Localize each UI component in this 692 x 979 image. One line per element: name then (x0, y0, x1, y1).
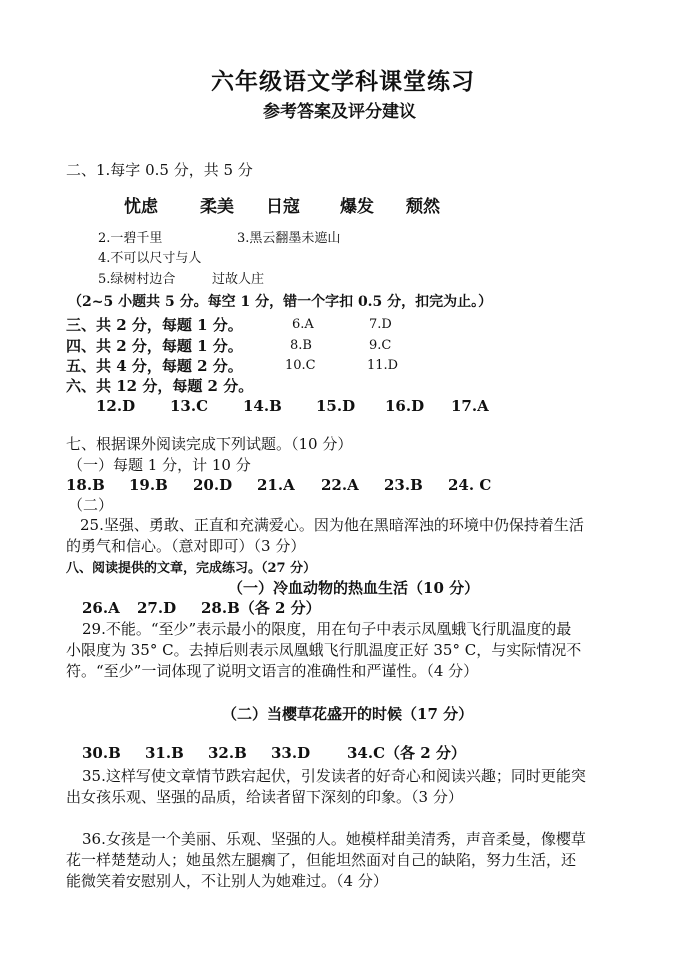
answer: 33.D (271, 744, 311, 762)
answer: 20.D (193, 476, 233, 494)
s8-answers-2 (82, 743, 466, 763)
s5-answer: 10.C (285, 358, 316, 373)
s8-heading: 八、阅读提供的文章，完成练习。（27 分） (66, 561, 317, 576)
word: 日寇 (266, 197, 300, 217)
s5-answer: 11.D (367, 358, 399, 373)
q25-line1: 25.坚强、勇敢、正直和充满爱心。因为他在黑暗浑浊的环境中仍保持着生活 (80, 516, 584, 534)
answer: 26.A (82, 599, 120, 617)
answer: 14.B (243, 397, 282, 415)
answer: 13.C (170, 397, 209, 415)
answer-5b: 过故人庄 (212, 272, 265, 287)
s8-part2-title: （二）当樱草花盛开的时候（17 分） (222, 705, 474, 723)
answer: 15.D (316, 397, 356, 415)
s3-answer: 6.A (292, 317, 314, 332)
answer: 34.C（各 2 分） (347, 744, 466, 762)
answer: 31.B (145, 744, 184, 762)
answer: 24. C (448, 476, 492, 494)
s7-part1: （一）每题 1 分，计 10 分 (68, 456, 251, 474)
page-title: 六年级语文学科课堂练习 (211, 68, 475, 95)
s2-heading: 二、1.每字 0.5 分，共 5 分 (66, 161, 253, 179)
s5-heading: 五、共 4 分，每题 2 分。 (66, 357, 243, 375)
answer: 32.B (208, 744, 247, 762)
s4-heading: 四、共 2 分，每题 1 分。 (66, 337, 243, 355)
s7-part2: （二） (68, 496, 114, 514)
answer: 23.B (384, 476, 423, 494)
answer: 19.B (129, 476, 168, 494)
q36-line3: 能微笑着安慰别人，不让别人为她难过。（4 分） (66, 872, 388, 890)
word: 颓然 (406, 197, 440, 217)
answer: 28.B（各 2 分） (201, 599, 321, 617)
q36-line1: 36.女孩是一个美丽、乐观、坚强的人。她模样甜美清秀，声音柔曼，像樱草 (82, 830, 586, 848)
answer: 22.A (321, 476, 359, 494)
q35-line1: 35.这样写使文章情节跌宕起伏，引发读者的好奇心和阅读兴趣；同时更能突 (82, 767, 586, 785)
q25-line2: 的勇气和信心。（意对即可）（3 分） (66, 537, 306, 555)
answer: 27.D (137, 599, 177, 617)
s6-answers (96, 396, 489, 416)
page-subtitle: 参考答案及评分建议 (263, 102, 416, 122)
s3-heading: 三、共 2 分，每题 1 分。 (66, 316, 243, 334)
word: 柔美 (200, 197, 234, 217)
q29-line2: 小限度为 35° C。去掉后则表示凤凰蛾飞行肌温度正好 35° C，与实际情况不 (66, 641, 582, 659)
q35-line2: 出女孩乐观、坚强的品质，给读者留下深刻的印象。（3 分） (66, 788, 463, 806)
answer: 12.D (96, 397, 136, 415)
s7-heading: 七、根据课外阅读完成下列试题。（10 分） (66, 435, 353, 453)
answer-2: 2.一碧千里 (98, 231, 163, 246)
answer: 21.A (257, 476, 295, 494)
answer-4: 4.不可以尺寸与人 (98, 251, 202, 266)
s8-answers-1 (82, 598, 321, 618)
q29-line1: 29.不能。“至少”表示最小的限度，用在句子中表示凤凰蛾飞行肌温度的最 (82, 620, 572, 638)
s2-words (124, 197, 440, 217)
s3-answer: 7.D (369, 317, 392, 332)
answer: 18.B (66, 476, 105, 494)
s7-answers (66, 475, 491, 495)
answer: 30.B (82, 744, 121, 762)
q29-line3: 符。“至少”一词体现了说明文语言的准确性和严谨性。（4 分） (66, 662, 479, 680)
s4-answer: 8.B (290, 338, 312, 353)
s6-heading: 六、共 12 分，每题 2 分。 (66, 377, 254, 395)
q36-line2: 花一样楚楚动人；她虽然左腿瘸了，但能坦然面对自己的缺陷，努力生活，还 (66, 851, 577, 869)
s4-answer: 9.C (369, 338, 392, 353)
answer: 16.D (385, 397, 425, 415)
word: 爆发 (340, 197, 374, 217)
s2-note: （2~5 小题共 5 分。每空 1 分，错一个字扣 0.5 分，扣完为止。） (68, 294, 493, 310)
word: 忧虑 (124, 197, 158, 217)
answer-3: 3.黑云翻墨未遮山 (237, 231, 341, 246)
answer: 17.A (451, 397, 489, 415)
answer-5: 5.绿树村边合 (98, 272, 176, 287)
s8-part1-title: （一）冷血动物的热血生活（10 分） (228, 579, 480, 597)
